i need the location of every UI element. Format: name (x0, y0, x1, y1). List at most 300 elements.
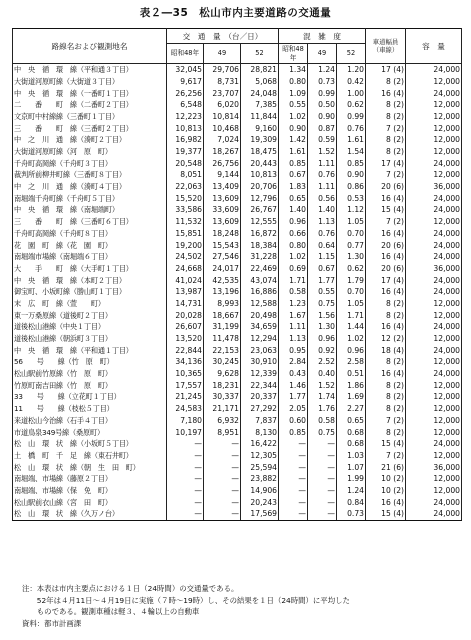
congestion-52-cell: 0.42 (337, 76, 366, 88)
congestion-49-cell: 1.52 (308, 146, 337, 158)
capacity-cell: 24,000 (406, 239, 462, 251)
table-row (13, 426, 462, 438)
capacity-cell: 24,000 (406, 204, 462, 216)
congestion-s48-cell: 0.80 (279, 76, 308, 88)
traffic-52-cell: 26,767 (241, 204, 279, 216)
traffic-s48-cell: 24,668 (167, 263, 204, 275)
route-name-cell: 大街道河原町線（大街道３丁目） (13, 76, 167, 88)
table-title: 表２―35 松山市内主要道路の交通量 (139, 7, 332, 19)
road-width-cell: 16 (4) (366, 496, 406, 508)
capacity-cell: 24,000 (406, 158, 462, 170)
table-row (13, 438, 462, 450)
note-line: ものである。観測車種は軽３、４輪以上の自動車 (22, 607, 200, 616)
congestion-s48-cell: — (279, 496, 308, 508)
traffic-52-cell: 18,475 (241, 146, 279, 158)
congestion-s48-cell: 1.13 (279, 333, 308, 345)
traffic-49-cell: 18,267 (204, 146, 241, 158)
traffic-49-cell: 8,951 (204, 426, 241, 438)
route-name-cell: 道後松山港線（中央１丁目） (13, 321, 167, 333)
route-name-cell: 中 央 循 環 線（平和通１丁目） (13, 345, 167, 357)
capacity-cell: 36,000 (406, 263, 462, 275)
table-row (13, 496, 462, 508)
congestion-49-cell: — (308, 450, 337, 462)
traffic-52-cell: 16,872 (241, 228, 279, 240)
table-row (13, 146, 462, 158)
header-congestion-s48: 昭和48年 (279, 44, 308, 64)
congestion-49-cell: 0.75 (308, 426, 337, 438)
congestion-s48-cell: 0.85 (279, 426, 308, 438)
congestion-49-cell: — (308, 473, 337, 485)
traffic-52-cell: 20,498 (241, 309, 279, 321)
route-name-cell: 東一万桑原線（道後町２丁目） (13, 309, 167, 321)
capacity-cell: 36,000 (406, 181, 462, 193)
congestion-s48-cell: 0.66 (279, 228, 308, 240)
congestion-52-cell: 0.76 (337, 122, 366, 134)
traffic-49-cell: 21,171 (204, 403, 241, 415)
traffic-s48-cell: — (167, 450, 204, 462)
notes (22, 583, 462, 629)
header-width: 車道幅員（車線） (366, 29, 406, 64)
congestion-49-cell: — (308, 496, 337, 508)
traffic-49-cell: 15,543 (204, 239, 241, 251)
capacity-cell: 12,000 (406, 122, 462, 134)
road-width-cell: 8 (2) (366, 76, 406, 88)
table-row (13, 251, 462, 263)
route-name-cell: 大街道河原町線（河 原 町） (13, 146, 167, 158)
table-row (13, 64, 462, 76)
route-name-cell: 松山駅前竹原線（竹 原 町） (13, 368, 167, 380)
congestion-s48-cell: 2.84 (279, 356, 308, 368)
traffic-s48-cell: 11,532 (167, 216, 204, 228)
table-row (13, 321, 462, 333)
traffic-s48-cell: 13,520 (167, 333, 204, 345)
traffic-52-cell: 17,569 (241, 508, 279, 520)
traffic-52-cell: 34,659 (241, 321, 279, 333)
traffic-49-cell: 18,231 (204, 380, 241, 392)
congestion-52-cell: 1.79 (337, 274, 366, 286)
road-width-cell: 7 (2) (366, 450, 406, 462)
traffic-52-cell: 12,588 (241, 298, 279, 310)
traffic-52-cell: 22,469 (241, 263, 279, 275)
congestion-s48-cell: 0.43 (279, 368, 308, 380)
congestion-49-cell: 0.67 (308, 263, 337, 275)
header-capacity: 容 量 (406, 29, 462, 64)
traffic-49-cell: 9,628 (204, 368, 241, 380)
congestion-52-cell: 0.62 (337, 263, 366, 275)
congestion-49-cell: 1.56 (308, 309, 337, 321)
congestion-52-cell: 1.05 (337, 298, 366, 310)
road-width-cell: 8 (2) (366, 99, 406, 111)
capacity-cell: 12,000 (406, 333, 462, 345)
route-name-cell: 中 央 循 環 線（南堀端町） (13, 204, 167, 216)
traffic-52-cell: 24,048 (241, 87, 279, 99)
capacity-cell: 24,000 (406, 438, 462, 450)
congestion-s48-cell: 0.95 (279, 345, 308, 357)
congestion-49-cell: 1.40 (308, 204, 337, 216)
congestion-52-cell: 0.62 (337, 99, 366, 111)
road-width-cell: 8 (2) (366, 298, 406, 310)
congestion-49-cell: 0.96 (308, 333, 337, 345)
table-row (13, 391, 462, 403)
table-row (13, 122, 462, 134)
route-name-cell: 中 央 循 環 線（一番町１丁目） (13, 87, 167, 99)
congestion-49-cell: 0.99 (308, 87, 337, 99)
traffic-49-cell: — (204, 450, 241, 462)
congestion-s48-cell: 0.65 (279, 193, 308, 205)
road-width-cell: 8 (2) (366, 309, 406, 321)
congestion-s48-cell: 1.02 (279, 251, 308, 263)
congestion-49-cell: 0.59 (308, 134, 337, 146)
table-row (13, 87, 462, 99)
header-traffic: 交 通 量 （台／日） (167, 29, 279, 44)
traffic-52-cell: 27,292 (241, 403, 279, 415)
congestion-52-cell: 0.73 (337, 508, 366, 520)
route-name-cell: 二 番 町 線（二番町２丁目） (13, 99, 167, 111)
traffic-52-cell: 43,074 (241, 274, 279, 286)
congestion-49-cell: 0.90 (308, 111, 337, 123)
route-name-cell: 千舟町高岡線（千舟町８丁目） (13, 228, 167, 240)
traffic-52-cell: 7,385 (241, 99, 279, 111)
congestion-49-cell: 0.87 (308, 122, 337, 134)
table-row (13, 239, 462, 251)
traffic-49-cell: 23,707 (204, 87, 241, 99)
road-width-cell: 10 (2) (366, 485, 406, 497)
traffic-49-cell: 31,199 (204, 321, 241, 333)
road-width-cell: 17 (4) (366, 158, 406, 170)
traffic-52-cell: 12,796 (241, 193, 279, 205)
table-row (13, 333, 462, 345)
traffic-s48-cell: 26,607 (167, 321, 204, 333)
traffic-s48-cell: — (167, 438, 204, 450)
traffic-s48-cell: 15,851 (167, 228, 204, 240)
table-row (13, 76, 462, 88)
capacity-cell: 24,000 (406, 64, 462, 76)
congestion-49-cell: 0.55 (308, 286, 337, 298)
congestion-s48-cell: 1.71 (279, 274, 308, 286)
table-row (13, 415, 462, 427)
congestion-49-cell: 1.11 (308, 181, 337, 193)
congestion-52-cell: 1.99 (337, 473, 366, 485)
traffic-s48-cell: — (167, 508, 204, 520)
capacity-cell: 24,000 (406, 321, 462, 333)
capacity-cell: 12,000 (406, 111, 462, 123)
traffic-49-cell: — (204, 508, 241, 520)
congestion-49-cell: — (308, 438, 337, 450)
congestion-52-cell: 0.65 (337, 415, 366, 427)
capacity-cell: 12,000 (406, 99, 462, 111)
capacity-cell: 36,000 (406, 461, 462, 473)
traffic-49-cell: 29,706 (204, 64, 241, 76)
congestion-49-cell: 1.77 (308, 274, 337, 286)
traffic-52-cell: 9,160 (241, 122, 279, 134)
road-width-cell: 16 (4) (366, 368, 406, 380)
capacity-cell: 12,000 (406, 391, 462, 403)
capacity-cell: 24,000 (406, 87, 462, 99)
congestion-s48-cell: — (279, 438, 308, 450)
traffic-s48-cell: — (167, 496, 204, 508)
congestion-49-cell: 0.76 (308, 169, 337, 181)
table-row (13, 403, 462, 415)
road-width-cell: 8 (2) (366, 380, 406, 392)
route-name-cell: 松山駅前衣山線（宮 田 町） (13, 496, 167, 508)
traffic-s48-cell: 33,586 (167, 204, 204, 216)
congestion-s48-cell: 1.46 (279, 380, 308, 392)
congestion-s48-cell: 0.85 (279, 158, 308, 170)
route-name-cell: 11 号 線（枝松５丁目） (13, 403, 167, 415)
traffic-49-cell: — (204, 485, 241, 497)
traffic-49-cell: 30,245 (204, 356, 241, 368)
road-width-cell: 7 (2) (366, 216, 406, 228)
traffic-49-cell: 10,814 (204, 111, 241, 123)
route-name-cell: 花 園 町 線（花 園 町） (13, 239, 167, 251)
table-body (13, 64, 462, 521)
road-width-cell: 16 (4) (366, 193, 406, 205)
header-congestion-52: 52 (337, 44, 366, 64)
congestion-52-cell: 1.69 (337, 391, 366, 403)
traffic-s48-cell: 14,731 (167, 298, 204, 310)
route-name-cell: 中 之 川 通 線（湊町２丁目） (13, 134, 167, 146)
route-name-cell: 南堀端千舟町線（千舟町５丁目） (13, 193, 167, 205)
congestion-52-cell: 0.51 (337, 368, 366, 380)
route-name-cell: 大 手 町 線（大手町１丁目） (13, 263, 167, 275)
source-line: 資料：都市計画課 (22, 618, 82, 628)
capacity-cell: 24,000 (406, 508, 462, 520)
road-width-cell: 7 (2) (366, 415, 406, 427)
capacity-cell: 12,000 (406, 298, 462, 310)
congestion-52-cell: 0.84 (337, 496, 366, 508)
road-width-cell: 16 (4) (366, 228, 406, 240)
congestion-52-cell: 1.61 (337, 134, 366, 146)
route-name-cell: 市道鳥泉349号線（桑原町） (13, 426, 167, 438)
congestion-52-cell: 1.44 (337, 321, 366, 333)
congestion-52-cell: 0.85 (337, 158, 366, 170)
road-width-cell: 8 (2) (366, 426, 406, 438)
road-width-cell: 7 (2) (366, 169, 406, 181)
congestion-52-cell: 1.71 (337, 309, 366, 321)
traffic-49-cell: 13,196 (204, 286, 241, 298)
congestion-52-cell: 0.68 (337, 426, 366, 438)
traffic-s48-cell: 19,200 (167, 239, 204, 251)
congestion-49-cell: 1.15 (308, 251, 337, 263)
congestion-52-cell: 1.24 (337, 485, 366, 497)
congestion-49-cell: 0.56 (308, 193, 337, 205)
route-name-cell: 来道松山今治線（石手４丁目） (13, 415, 167, 427)
congestion-s48-cell: 0.80 (279, 239, 308, 251)
congestion-49-cell: 1.13 (308, 216, 337, 228)
congestion-49-cell: — (308, 508, 337, 520)
congestion-52-cell: 0.77 (337, 239, 366, 251)
traffic-52-cell: 16,422 (241, 438, 279, 450)
congestion-52-cell: 0.86 (337, 181, 366, 193)
traffic-s48-cell: 26,256 (167, 87, 204, 99)
traffic-s48-cell: 10,365 (167, 368, 204, 380)
road-width-cell: 8 (2) (366, 111, 406, 123)
capacity-cell: 24,000 (406, 228, 462, 240)
table-row (13, 368, 462, 380)
traffic-52-cell: 20,706 (241, 181, 279, 193)
note-line: 52年は４月11日～４月19日に実施（７時～19時）し、その結果を１日（24時間）に平均した (22, 595, 350, 605)
congestion-49-cell: 0.58 (308, 415, 337, 427)
traffic-52-cell: 22,344 (241, 380, 279, 392)
route-name-cell: 三 番 町 線（三番町６丁目） (13, 216, 167, 228)
header-route: 路線名および観測地名 (13, 29, 167, 64)
traffic-49-cell: 11,478 (204, 333, 241, 345)
congestion-49-cell: 0.92 (308, 345, 337, 357)
traffic-49-cell: 10,468 (204, 122, 241, 134)
congestion-s48-cell: 0.69 (279, 263, 308, 275)
table-row (13, 204, 462, 216)
road-width-cell: 17 (4) (366, 274, 406, 286)
traffic-s48-cell: 10,197 (167, 426, 204, 438)
traffic-52-cell: 20,337 (241, 391, 279, 403)
table-row (13, 485, 462, 497)
road-width-cell: 21 (6) (366, 461, 406, 473)
traffic-s48-cell: 20,028 (167, 309, 204, 321)
congestion-s48-cell: 1.42 (279, 134, 308, 146)
route-name-cell: 中 之 川 通 線（湊町４丁目） (13, 181, 167, 193)
capacity-cell: 12,000 (406, 415, 462, 427)
traffic-s48-cell: 22,844 (167, 345, 204, 357)
congestion-49-cell: 1.30 (308, 321, 337, 333)
traffic-52-cell: 16,886 (241, 286, 279, 298)
capacity-cell: 12,000 (406, 403, 462, 415)
congestion-52-cell: 1.12 (337, 204, 366, 216)
traffic-52-cell: 10,813 (241, 169, 279, 181)
route-name-cell: 松 山 環 状 線（朝 生 田 町） (13, 461, 167, 473)
route-name-cell: 56 号 線（竹 原 町） (13, 356, 167, 368)
route-name-cell: 竹原町南吉田線（竹 原 町） (13, 380, 167, 392)
congestion-52-cell: 0.99 (337, 111, 366, 123)
traffic-s48-cell: 6,548 (167, 99, 204, 111)
traffic-52-cell: 12,305 (241, 450, 279, 462)
traffic-52-cell: 25,594 (241, 461, 279, 473)
table-row (13, 298, 462, 310)
congestion-52-cell: 0.90 (337, 169, 366, 181)
road-width-cell: 16 (4) (366, 321, 406, 333)
traffic-s48-cell: 8,051 (167, 169, 204, 181)
congestion-s48-cell: — (279, 450, 308, 462)
traffic-49-cell: 18,248 (204, 228, 241, 240)
route-name-cell: 中 央 循 環 線（本町２丁目） (13, 274, 167, 286)
congestion-49-cell: 0.76 (308, 228, 337, 240)
traffic-52-cell: 12,555 (241, 216, 279, 228)
traffic-49-cell: 8,993 (204, 298, 241, 310)
congestion-52-cell: 0.96 (337, 345, 366, 357)
road-width-cell: 16 (4) (366, 87, 406, 99)
route-name-cell: 御宝町、小坂町線（勝山町１丁目） (13, 286, 167, 298)
road-width-cell: 8 (2) (366, 391, 406, 403)
congestion-s48-cell: 1.77 (279, 391, 308, 403)
traffic-s48-cell: 12,223 (167, 111, 204, 123)
route-name-cell: 三 番 町 線（三番町２丁目） (13, 122, 167, 134)
traffic-49-cell: 6,932 (204, 415, 241, 427)
traffic-49-cell: 42,535 (204, 274, 241, 286)
capacity-cell: 12,000 (406, 134, 462, 146)
table-row (13, 263, 462, 275)
table-row (13, 473, 462, 485)
congestion-52-cell: 2.27 (337, 403, 366, 415)
road-width-cell: 15 (4) (366, 438, 406, 450)
table-row (13, 309, 462, 321)
table-row (13, 286, 462, 298)
congestion-52-cell: 1.07 (337, 461, 366, 473)
traffic-49-cell: 22,153 (204, 345, 241, 357)
capacity-cell: 12,000 (406, 76, 462, 88)
traffic-s48-cell: 15,520 (167, 193, 204, 205)
capacity-cell: 24,000 (406, 345, 462, 357)
traffic-52-cell: 19,309 (241, 134, 279, 146)
traffic-s48-cell: 13,987 (167, 286, 204, 298)
route-name-cell: 南堀端、市場線（藤原２丁目） (13, 473, 167, 485)
traffic-52-cell: 20,443 (241, 158, 279, 170)
capacity-cell: 12,000 (406, 216, 462, 228)
congestion-52-cell: 0.70 (337, 228, 366, 240)
traffic-s48-cell: 16,982 (167, 134, 204, 146)
route-name-cell: 南堀端、市場線（保 免 町） (13, 485, 167, 497)
traffic-s48-cell: 22,063 (167, 181, 204, 193)
congestion-49-cell: — (308, 485, 337, 497)
traffic-s48-cell: 9,617 (167, 76, 204, 88)
road-width-cell: 20 (6) (366, 181, 406, 193)
road-width-cell: 20 (6) (366, 239, 406, 251)
road-width-cell: 15 (4) (366, 508, 406, 520)
congestion-s48-cell: 0.90 (279, 122, 308, 134)
road-width-cell: 8 (2) (366, 403, 406, 415)
congestion-s48-cell: 1.11 (279, 321, 308, 333)
header-traffic-52: 52 (241, 44, 279, 64)
congestion-s48-cell: 2.05 (279, 403, 308, 415)
congestion-52-cell: 0.70 (337, 286, 366, 298)
congestion-49-cell: 0.40 (308, 368, 337, 380)
traffic-49-cell: 26,756 (204, 158, 241, 170)
traffic-49-cell: 13,609 (204, 216, 241, 228)
congestion-49-cell: — (308, 461, 337, 473)
traffic-49-cell: 7,024 (204, 134, 241, 146)
congestion-49-cell: 0.64 (308, 239, 337, 251)
congestion-49-cell: 1.74 (308, 391, 337, 403)
route-name-cell: 末 広 町 線（萱 町） (13, 298, 167, 310)
capacity-cell: 12,000 (406, 309, 462, 321)
header-traffic-49: 49 (204, 44, 241, 64)
table-row (13, 158, 462, 170)
traffic-52-cell: 31,228 (241, 251, 279, 263)
road-width-cell: 12 (2) (366, 333, 406, 345)
route-name-cell: 中 央 循 環 線（平和通３丁目） (13, 64, 167, 76)
congestion-49-cell: 1.76 (308, 403, 337, 415)
congestion-49-cell: 0.73 (308, 76, 337, 88)
traffic-49-cell: 8,731 (204, 76, 241, 88)
traffic-52-cell: 12,294 (241, 333, 279, 345)
table-row (13, 345, 462, 357)
congestion-49-cell: 0.75 (308, 298, 337, 310)
road-width-cell: 7 (2) (366, 122, 406, 134)
congestion-s48-cell: 0.58 (279, 286, 308, 298)
capacity-cell: 24,000 (406, 286, 462, 298)
congestion-s48-cell: 1.67 (279, 309, 308, 321)
table-row (13, 380, 462, 392)
traffic-52-cell: 20,243 (241, 496, 279, 508)
congestion-52-cell: 1.03 (337, 450, 366, 462)
traffic-49-cell: 33,609 (204, 204, 241, 216)
congestion-s48-cell: 0.60 (279, 415, 308, 427)
route-name-cell: 松 山 環 状 線（小坂町５丁目） (13, 438, 167, 450)
congestion-s48-cell: 1.34 (279, 64, 308, 76)
road-width-cell: 18 (4) (366, 345, 406, 357)
traffic-49-cell: 24,017 (204, 263, 241, 275)
route-name-cell: 千舟町高岡線（千舟町３丁目） (13, 158, 167, 170)
note-line: 注：本表は市内主要点における１日（24時間）の交通量である。 (22, 584, 239, 593)
capacity-cell: 12,000 (406, 380, 462, 392)
